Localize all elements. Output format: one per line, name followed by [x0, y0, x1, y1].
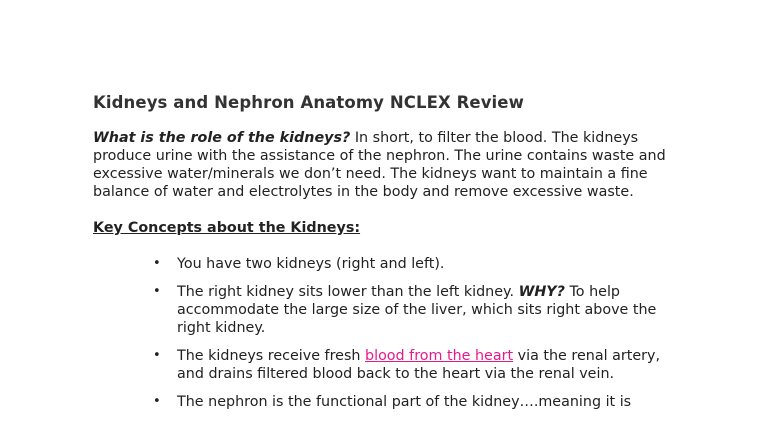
blood-from-heart-link[interactable]: blood from the heart	[365, 348, 514, 364]
document-page	[93, 92, 713, 421]
bullet-text-before: The kidneys receive fresh	[177, 348, 366, 364]
bullet-icon: •	[153, 394, 161, 409]
key-concepts-list	[93, 255, 713, 411]
bullet-icon: •	[153, 284, 161, 299]
bullet-text-before: The right kidney sits lower than the left kidney.	[177, 284, 519, 300]
bullet-text: You have two kidneys (right and left).	[177, 256, 445, 272]
bullet-text-after: To help accommodate the large size of the liver, which sits right above the right kidney.	[177, 284, 657, 336]
list-item	[93, 283, 682, 337]
bullet-emphasis: WHY?	[518, 284, 565, 300]
intro-text: In short, to filter the blood. The kidneys produce urine with the assistance of the nephron. The urine contains waste and excessive water/minerals we don’t need. The kidneys want to maintain a fine balance of water and electrolytes in the body and remove excessive waste.	[93, 130, 666, 200]
section-heading: Key Concepts about the Kidneys:	[93, 220, 361, 236]
intro-question: What is the role of the kidneys?	[93, 130, 351, 146]
bullet-icon: •	[153, 256, 161, 271]
bullet-text-after: via the renal artery, and drains filtered blood back to the heart via the renal vein.	[177, 348, 661, 382]
list-item	[93, 347, 682, 383]
bullet-text: The nephron is the functional part of the kidney….meaning it is	[177, 394, 632, 410]
intro-paragraph	[93, 129, 698, 201]
list-item	[93, 393, 682, 411]
bullet-icon: •	[153, 348, 161, 363]
document-title: Kidneys and Nephron Anatomy NCLEX Review	[93, 93, 524, 112]
list-item	[93, 255, 682, 273]
